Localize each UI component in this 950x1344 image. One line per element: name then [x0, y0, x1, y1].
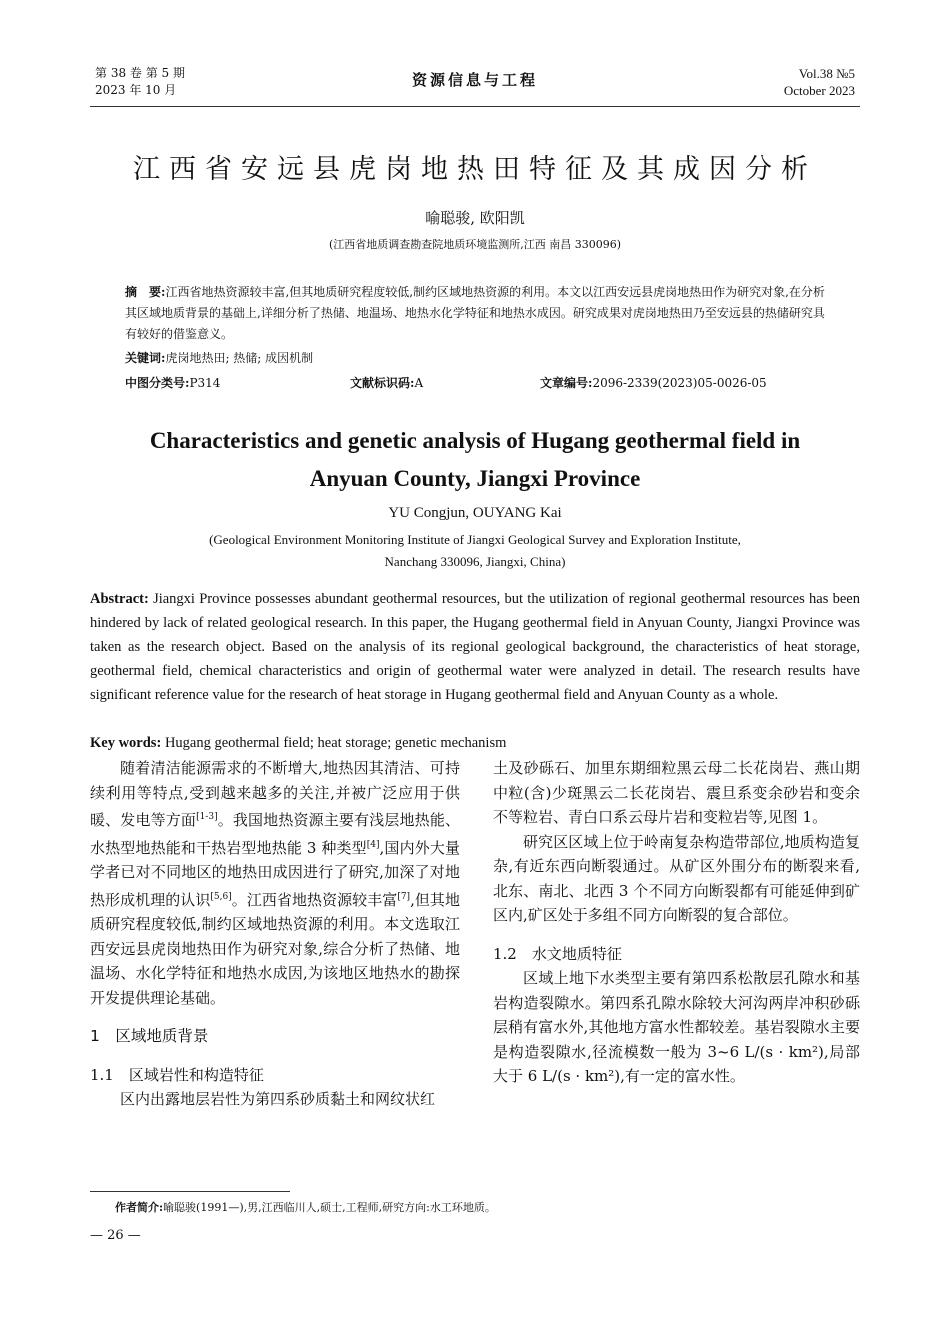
- document-code: 文献标识码:A: [350, 376, 424, 390]
- authors-en: YU Congjun, OUYANG Kai: [388, 505, 562, 521]
- date-cn: 2023 年 10 月: [95, 83, 177, 97]
- intro-paragraph: 随着清洁能源需求的不断增大,地热因其清洁、可持续利用等特点,受到越来越多的关注,并被广泛应用于供暖、发电等方面[1-3]。我国地热资源主要有浅层地热能、水热型地热能和干热岩型地热能 3 种类型[4],国内外大量学者已对不同地区的地热田成因进行了研究,加深了对地热形成机理的认识[5,6]。江西省地热资源较丰富[7],但其地质研究程度较低,制约区域地热资源的利用。本文选取江西安远县虎岗地热田作为研究对象,综合分析了热储、地温场、水化学特征和地热水成因,为该地区地热水的勘探开发提供理论基础。: [90, 759, 460, 1007]
- article-number: 文章编号:2096-2339(2023)05-0026-05: [540, 376, 767, 390]
- abstract-cn-text: 江西省地热资源较丰富,但其地质研究程度较低,制约区域地热资源的利用。本文以江西安远县虎岗地热田作为研究对象,在分析其区域地质背景的基础上,详细分析了热储、地温场、地热水化学特征和地热水成因。研究成果对虎岗地热田乃至安远县的热储研究具有较好的借鉴意义。: [125, 285, 825, 341]
- title-en-line2: Anyuan County, Jiangxi Province: [309, 466, 641, 491]
- keywords-en-text: Hugang geothermal field; heat storage; genetic mechanism: [164, 735, 507, 751]
- journal-issue-en: [784, 65, 855, 99]
- journal-name: 资源信息与工程: [411, 71, 538, 89]
- section-heading-1-2: 1.2 水文地质特征: [493, 944, 622, 963]
- header-divider: [90, 106, 860, 107]
- affiliation-en-line2: Nanchang 330096, Jiangxi, China): [384, 554, 566, 569]
- volume-cn: 第 38 卷 第 5 期: [95, 66, 185, 80]
- keywords-cn-label: 关键词: [125, 351, 162, 365]
- keywords-en: Key words: Hugang geothermal field; heat storage; genetic mechanism: [90, 735, 507, 751]
- paragraph-hydro: 区域上地下水类型主要有第四系松散层孔隙水和基岩构造裂隙水。第四系孔隙水除较大河沟两岸冲积砂砾层稍有富水外,其他地方富水性都较差。基岩裂隙水主要是构造裂隙水,径流模数一般为 3~6 L/(s · km²),局部大于 6 L/(s · km²),有一定的富水性。: [493, 969, 860, 1085]
- clc-number: 中图分类号:P314: [125, 376, 221, 390]
- keywords-en-label: Key words: [90, 735, 157, 751]
- section-heading-1-1: 1.1 区域岩性和构造特征: [90, 1065, 264, 1084]
- affiliation-en-line1: (Geological Environment Monitoring Institute of Jiangxi Geological Survey and Exploration Institute,: [209, 532, 741, 547]
- keywords-cn-text: 虎岗地热田; 热储; 成因机制: [165, 351, 314, 365]
- paragraph-1-1: 区内出露地层岩性为第四系砂质黏土和网纹状红: [120, 1090, 436, 1108]
- footnote-label: 作者简介: [115, 1201, 159, 1214]
- abstract-cn: 摘 要:江西省地热资源较丰富,但其地质研究程度较低,制约区域地热资源的利用。本文以江西安远县虎岗地热田作为研究对象,在分析其区域地质背景的基础上,详细分析了热储、地温场、地热水化学特征和地热水成因。研究成果对虎岗地热田乃至安远县的热储研究具有较好的借鉴意义。: [125, 285, 825, 341]
- paragraph-structure: 研究区区域上位于岭南复杂构造带部位,地质构造复杂,有近东西向断裂通过。从矿区外围分布的断裂来看,北东、南北、北西 3 个不同方向断裂都有可能延伸到矿区内,矿区处于多组不同方向断裂的复合部位。: [493, 832, 860, 924]
- affiliation-en: [150, 529, 800, 573]
- affiliation-cn: (江西省地质调查勘查院地质环境监测所,江西 南昌 330096): [328, 238, 622, 251]
- title-en-line1: Characteristics and genetic analysis of Hugang geothermal field in: [149, 428, 801, 453]
- authors-cn: 喻聪骏, 欧阳凯: [425, 209, 525, 227]
- volume-en: Vol.38 №5: [798, 66, 855, 81]
- author-bio-footnote: 作者简介:喻聪骏(1991—),男,江西临川人,硕士,工程师,研究方向:水工环地质。: [115, 1201, 496, 1214]
- title-cn: 江西省安远县虎岗地热田特征及其成因分析: [133, 154, 817, 185]
- abstract-en-text: Jiangxi Province possesses abundant geothermal resources, but the utilization of regional geothermal resources has been hindered by lack of related geological research. In this paper, the Hugang geothermal field in Anyuan County, Jiangxi Province was taken as the research object. Based on the analysis of its regional geological background, the characteristics of heat storage, geothermal field, chemical characteristics and origin of geothermal water were analyzed in detail. The research results have significant reference value for the research of heat storage in Hugang geothermal field and Anyuan County as a whole.: [90, 591, 860, 703]
- paragraph-1-1-cont: 土及砂砾石、加里东期细粒黑云母二长花岗岩、燕山期中粒(含)少斑黑云二长花岗岩、震旦系变余砂岩和变余不等粒岩、青白口系云母片岩和变粒岩等,见图 1。: [493, 759, 860, 826]
- abstract-en-label: Abstract: [90, 591, 144, 607]
- footnote-divider: [90, 1191, 290, 1192]
- citation: [7]: [397, 891, 411, 902]
- citation: [1-3]: [196, 812, 218, 822]
- body-left-column: [90, 756, 460, 1112]
- section-heading-1: 1 区域地质背景: [90, 1027, 209, 1045]
- date-en: October 2023: [783, 83, 855, 98]
- body-right-column: [493, 756, 860, 1089]
- citation: [5,6]: [210, 891, 232, 902]
- abstract-cn-label: 摘 要: [125, 285, 162, 299]
- page-number: — 26 —: [90, 1228, 141, 1243]
- keywords-cn: 关键词:虎岗地热田; 热储; 成因机制: [125, 351, 314, 365]
- title-en: [90, 422, 860, 498]
- footnote-text: 喻聪骏(1991—),男,江西临川人,硕士,工程师,研究方向:水工环地质。: [163, 1201, 496, 1214]
- citation: [4]: [366, 839, 380, 850]
- abstract-en: Abstract: Jiangxi Province possesses abundant geothermal resources, but the utilization of regional geothermal resources has been hindered by lack of related geological research. In this paper, the Hugang geothermal field in Anyuan County, Jiangxi Province was taken as the research object. Based on the analysis of its regional geological background, the characteristics of heat storage, geothermal field, chemical characteristics and origin of geothermal water were analyzed in detail. The research results have significant reference value for the research of heat storage in Hugang geothermal field and Anyuan County as a whole.: [90, 591, 860, 703]
